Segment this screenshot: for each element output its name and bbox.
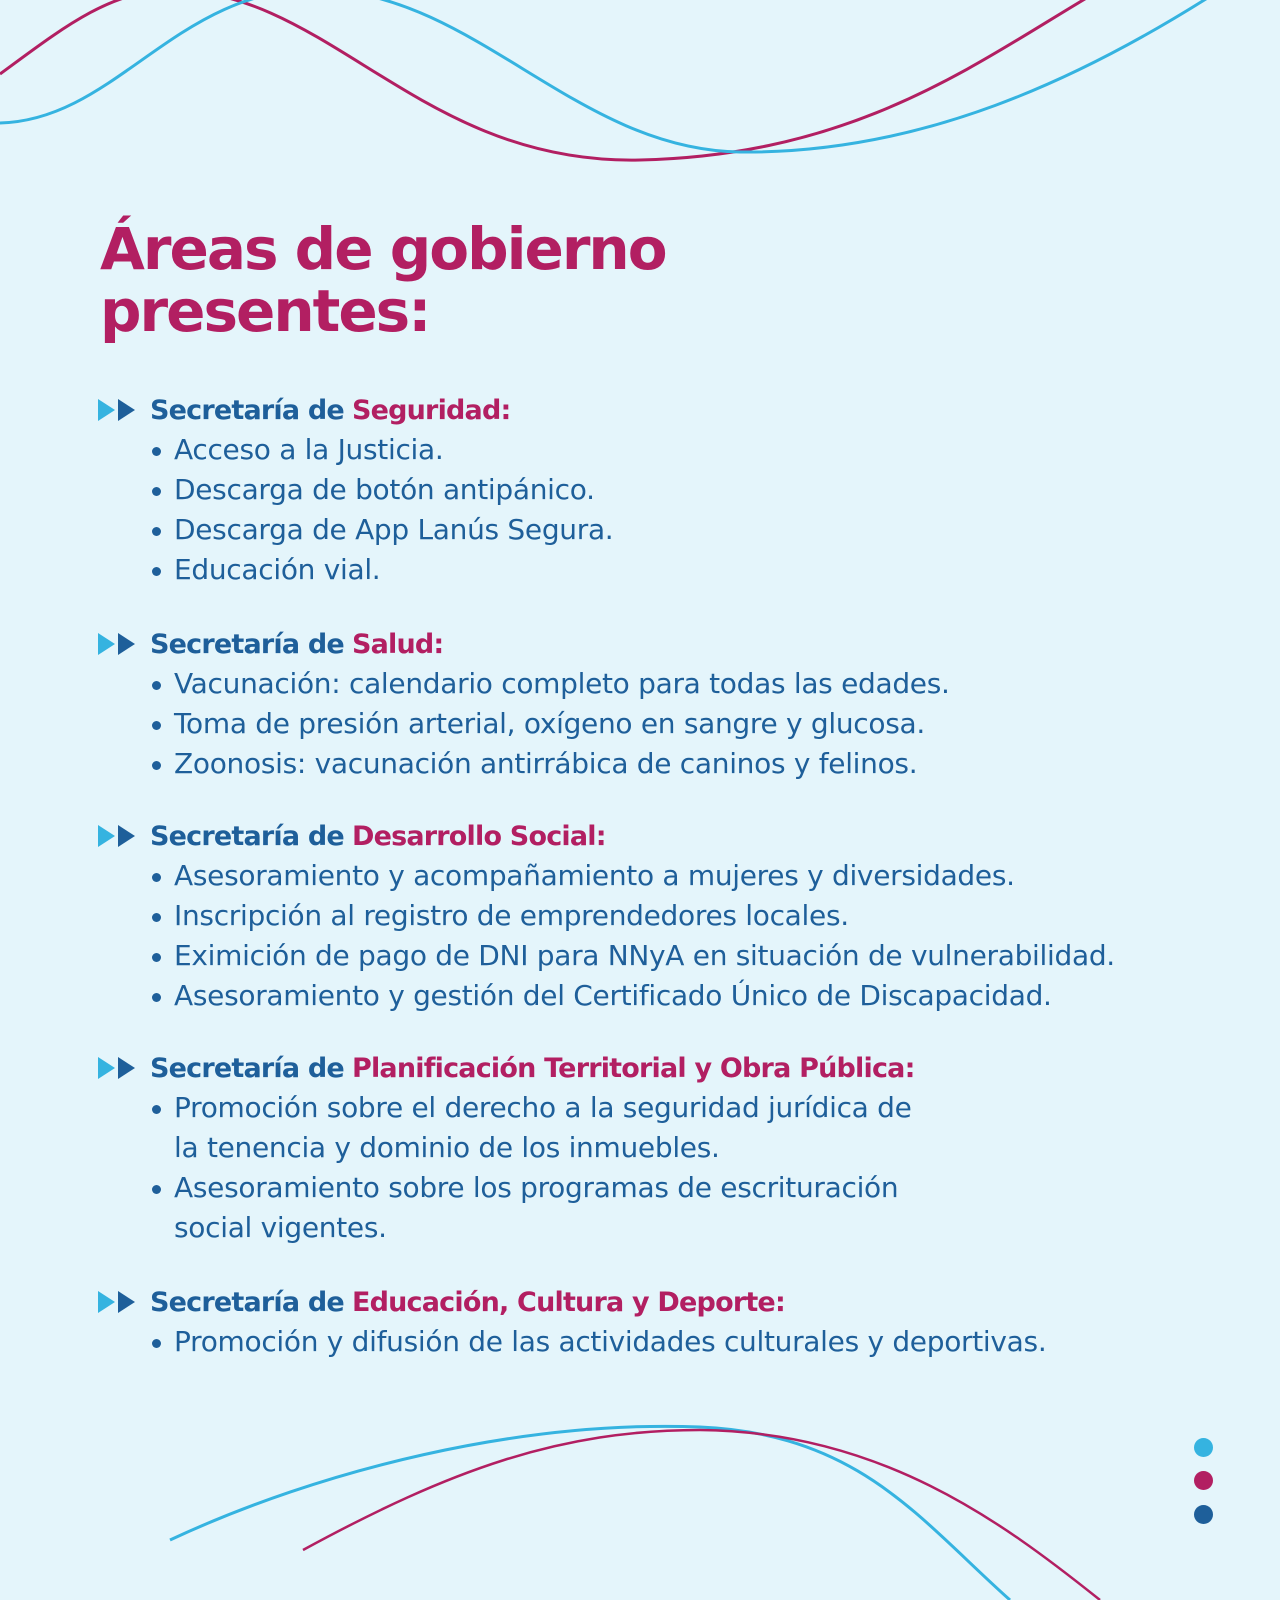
list-item: Descarga de App Lanús Segura. <box>150 510 1278 550</box>
list-item: Educación vial. <box>150 550 1278 590</box>
section-prefix: Secretaría de <box>150 1052 344 1084</box>
double-play-arrow-icon <box>98 1057 142 1079</box>
list-item: Promoción sobre el derecho a la seguridad jurídica de <box>150 1088 1278 1128</box>
section-heading <box>98 1282 1278 1322</box>
section-prefix: Secretaría de <box>150 1286 344 1318</box>
section-name: Salud: <box>351 628 444 660</box>
section-name: Seguridad: <box>351 394 511 426</box>
double-play-arrow-icon <box>98 1291 142 1313</box>
page-title-line-2: presentes: <box>100 277 430 345</box>
list-item-continuation: la tenencia y dominio de los inmuebles. <box>174 1131 720 1164</box>
page-title <box>100 215 666 345</box>
section-educacion-cultura-deporte <box>98 1282 1278 1362</box>
list-item: Eximición de pago de DNI para NNyA en situación de vulnerabilidad. <box>150 936 1278 976</box>
section-name: Planificación Territorial y Obra Pública: <box>351 1052 915 1084</box>
dot-cyan <box>1194 1438 1213 1457</box>
page-title-line-1: Áreas de gobierno <box>100 215 666 283</box>
double-play-arrow-icon <box>98 399 142 421</box>
list-item: Asesoramiento y gestión del Certificado Único de Discapacidad. <box>150 976 1278 1016</box>
list-item: Asesoramiento y acompañamiento a mujeres y diversidades. <box>150 856 1278 896</box>
list-item: Asesoramiento sobre los programas de escrituración <box>150 1168 1278 1208</box>
section-list <box>98 856 1278 1016</box>
wave-top-cyan <box>0 0 1220 152</box>
section-name: Educación, Cultura y Deporte: <box>351 1286 785 1318</box>
double-play-arrow-icon <box>98 825 142 847</box>
section-salud <box>98 624 1278 784</box>
list-item-continuation: social vigentes. <box>174 1211 387 1244</box>
section-list <box>98 430 1278 590</box>
section-heading <box>98 1048 1278 1088</box>
section-list <box>98 1088 1278 1248</box>
section-list <box>98 664 1278 784</box>
section-list <box>98 1322 1278 1362</box>
double-play-arrow-icon <box>98 633 142 655</box>
list-item: Promoción y difusión de las actividades culturales y deportivas. <box>150 1322 1278 1362</box>
list-item: Toma de presión arterial, oxígeno en sangre y glucosa. <box>150 704 1278 744</box>
wave-top-magenta <box>0 0 1100 160</box>
dot-magenta <box>1194 1471 1213 1490</box>
section-heading <box>98 816 1278 856</box>
list-item: Vacunación: calendario completo para todas las edades. <box>150 664 1278 704</box>
section-prefix: Secretaría de <box>150 394 344 426</box>
list-item: Zoonosis: vacunación antirrábica de caninos y felinos. <box>150 744 1278 784</box>
list-item: Inscripción al registro de emprendedores locales. <box>150 896 1278 936</box>
section-desarrollo-social <box>98 816 1278 1016</box>
list-item: Acceso a la Justicia. <box>150 430 1278 470</box>
list-item: Descarga de botón antipánico. <box>150 470 1278 510</box>
section-heading <box>98 390 1278 430</box>
section-prefix: Secretaría de <box>150 628 344 660</box>
section-planificacion-territorial <box>98 1048 1278 1248</box>
section-prefix: Secretaría de <box>150 820 344 852</box>
dot-navy <box>1194 1505 1213 1524</box>
section-name: Desarrollo Social: <box>351 820 606 852</box>
section-heading <box>98 624 1278 664</box>
section-seguridad <box>98 390 1278 590</box>
wave-bottom-cyan <box>170 1426 1010 1600</box>
